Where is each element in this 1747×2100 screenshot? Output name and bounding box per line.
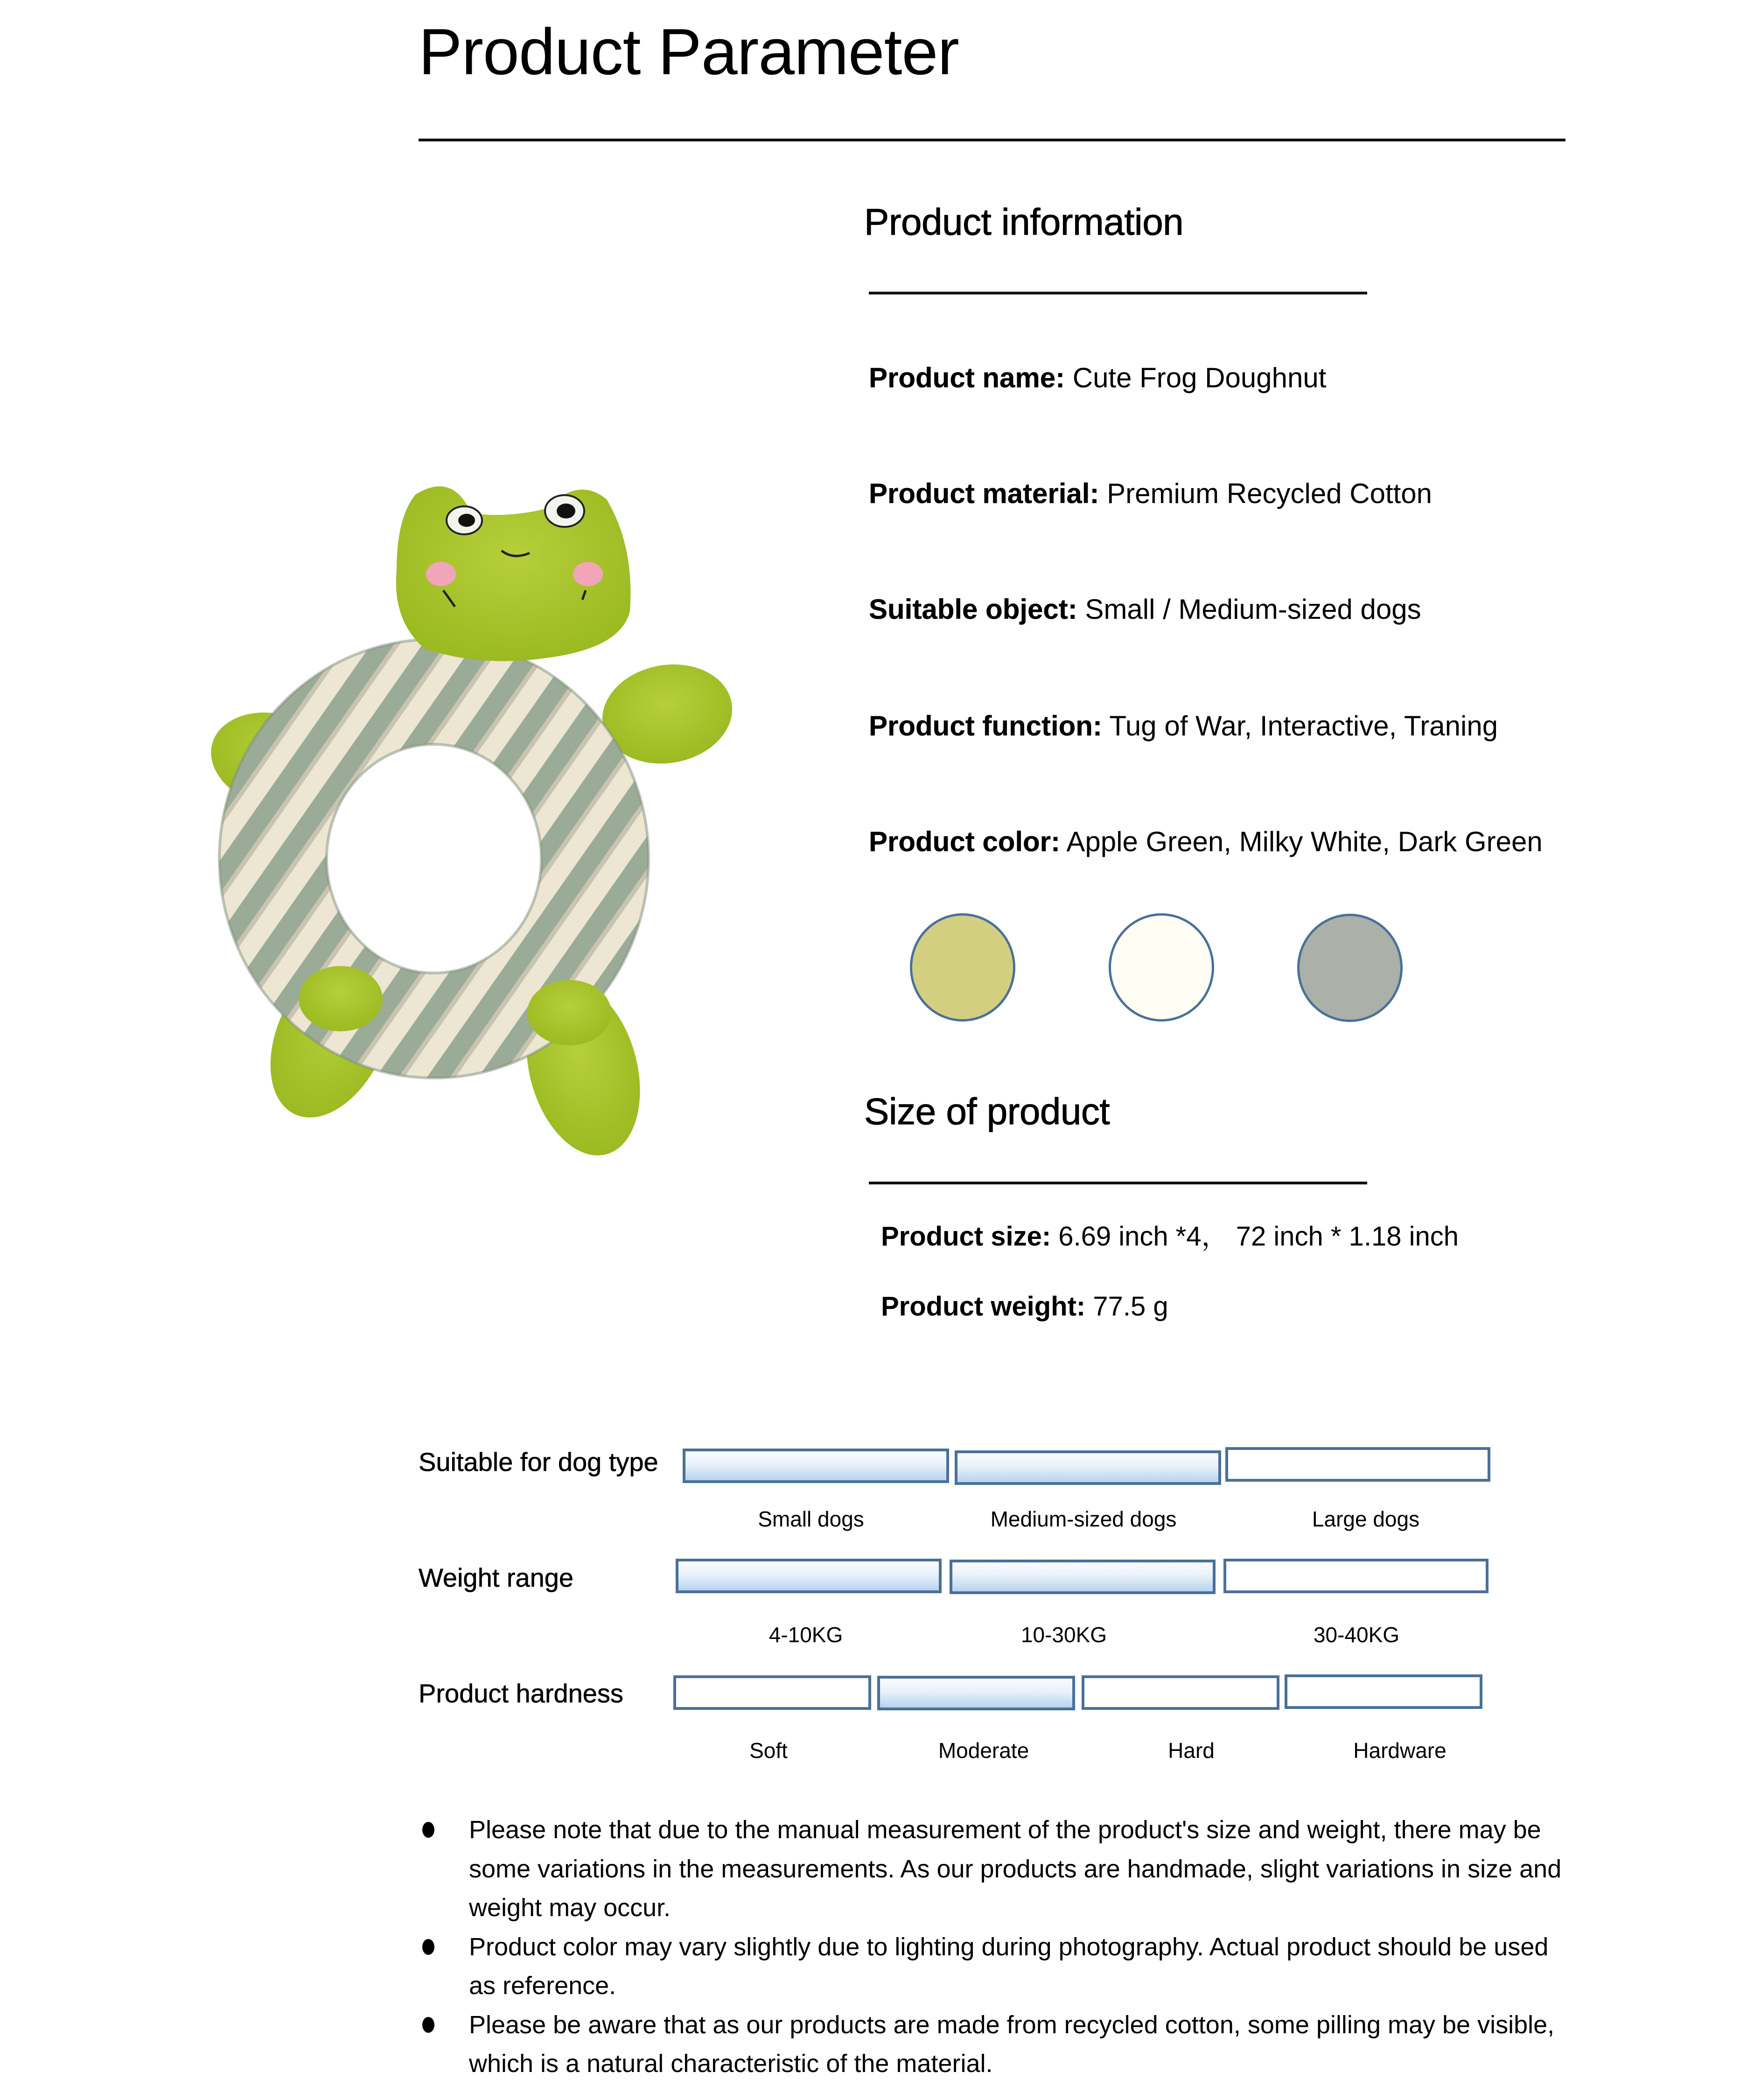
- weight-range-label: Weight range: [419, 1563, 574, 1592]
- color-swatch-milky-white: [1109, 913, 1214, 1022]
- note-text: Product color may vary slightly due to lighting during photography. Actual product should be used as reference.: [469, 1932, 1549, 2000]
- bullet-icon: [422, 2017, 434, 2033]
- size-divider: [869, 1182, 1367, 1184]
- info-value: Cute Frog Doughnut: [1065, 362, 1327, 393]
- product-information-heading: Product information: [864, 201, 1184, 243]
- dog-type-caption-large: Large dogs: [1312, 1507, 1420, 1531]
- info-row-function: [869, 710, 1498, 742]
- info-label: Product name:: [869, 362, 1065, 393]
- bullet-icon: [422, 1939, 434, 1955]
- hardness-caption-soft: Soft: [749, 1738, 788, 1763]
- product-information-divider: [869, 292, 1367, 294]
- dog-type-bar-medium: [955, 1450, 1221, 1485]
- info-value: Premium Recycled Cotton: [1099, 478, 1433, 509]
- color-swatch-apple-green: [910, 913, 1015, 1022]
- product-size-row: [881, 1214, 1459, 1253]
- hardness-bar-soft: [673, 1675, 871, 1710]
- product-image: [191, 462, 798, 1190]
- dog-type-caption-medium: Medium-sized dogs: [990, 1507, 1177, 1531]
- weight-caption-10-30kg: 10-30KG: [1020, 1623, 1107, 1647]
- info-label: Product color:: [869, 826, 1061, 857]
- hardness-caption-hard: Hard: [1168, 1738, 1215, 1763]
- note-item: [419, 2006, 1576, 2084]
- info-label: Suitable object:: [869, 594, 1077, 625]
- dog-type-caption-small: Small dogs: [758, 1507, 864, 1531]
- dog-type-bar-large: [1225, 1447, 1490, 1482]
- hardness-bar-hardware: [1285, 1674, 1482, 1709]
- weight-value: 77.5 g: [1085, 1291, 1168, 1322]
- dog-type-bar-small: [683, 1449, 949, 1483]
- hardness-bar-moderate: [877, 1676, 1075, 1710]
- frog-rope-toy-illustration: [191, 462, 798, 1190]
- bullet-icon: [422, 1822, 434, 1838]
- weight-bar-4-10kg: [676, 1559, 942, 1593]
- note-text: Please be aware that as our products are made from recycled cotton, some pilling may be visible, which is a natural characteristic of the material.: [469, 2010, 1555, 2078]
- info-row-name: [869, 362, 1326, 394]
- weight-bar-30-40kg: [1223, 1559, 1488, 1593]
- size-label: Product size:: [881, 1221, 1051, 1252]
- color-swatch-dark-green: [1297, 914, 1403, 1022]
- info-row-suitable-object: [869, 593, 1421, 625]
- note-item: [419, 1928, 1576, 2006]
- size-of-product-heading: Size of product: [864, 1091, 1110, 1132]
- weight-caption-30-40kg: 30-40KG: [1313, 1623, 1400, 1647]
- hardness-bar-hard: [1082, 1675, 1279, 1710]
- weight-caption-4-10kg: 4-10KG: [769, 1623, 843, 1647]
- size-value: 6.69 inch *4， 72 inch * 1.18 inch: [1051, 1221, 1459, 1252]
- note-item: [419, 1811, 1576, 1928]
- info-label: Product material:: [869, 478, 1099, 509]
- weight-bar-10-30kg: [950, 1560, 1216, 1594]
- hardness-label: Product hardness: [419, 1679, 623, 1708]
- info-row-material: [869, 477, 1432, 510]
- dog-type-label: Suitable for dog type: [419, 1447, 658, 1477]
- note-text: Please note that due to the manual measurement of the product's size and weight, there may be some variations in the measurements. As our products are handmade, slight variations in size and weight may occur.: [469, 1816, 1562, 1922]
- info-value: Apple Green, Milky White, Dark Green: [1060, 826, 1543, 857]
- product-weight-row: [881, 1291, 1168, 1322]
- weight-label: Product weight:: [881, 1291, 1086, 1322]
- info-label: Product function:: [869, 710, 1102, 742]
- title-divider: [419, 139, 1565, 141]
- info-value: Tug of War, Interactive, Traning: [1102, 710, 1498, 742]
- notes-list: [419, 1811, 1576, 2084]
- info-row-color: [869, 826, 1543, 858]
- hardness-caption-moderate: Moderate: [938, 1738, 1029, 1763]
- info-value: Small / Medium-sized dogs: [1077, 594, 1421, 625]
- page-title: Product Parameter: [419, 15, 959, 88]
- hardness-caption-hardware: Hardware: [1353, 1738, 1447, 1763]
